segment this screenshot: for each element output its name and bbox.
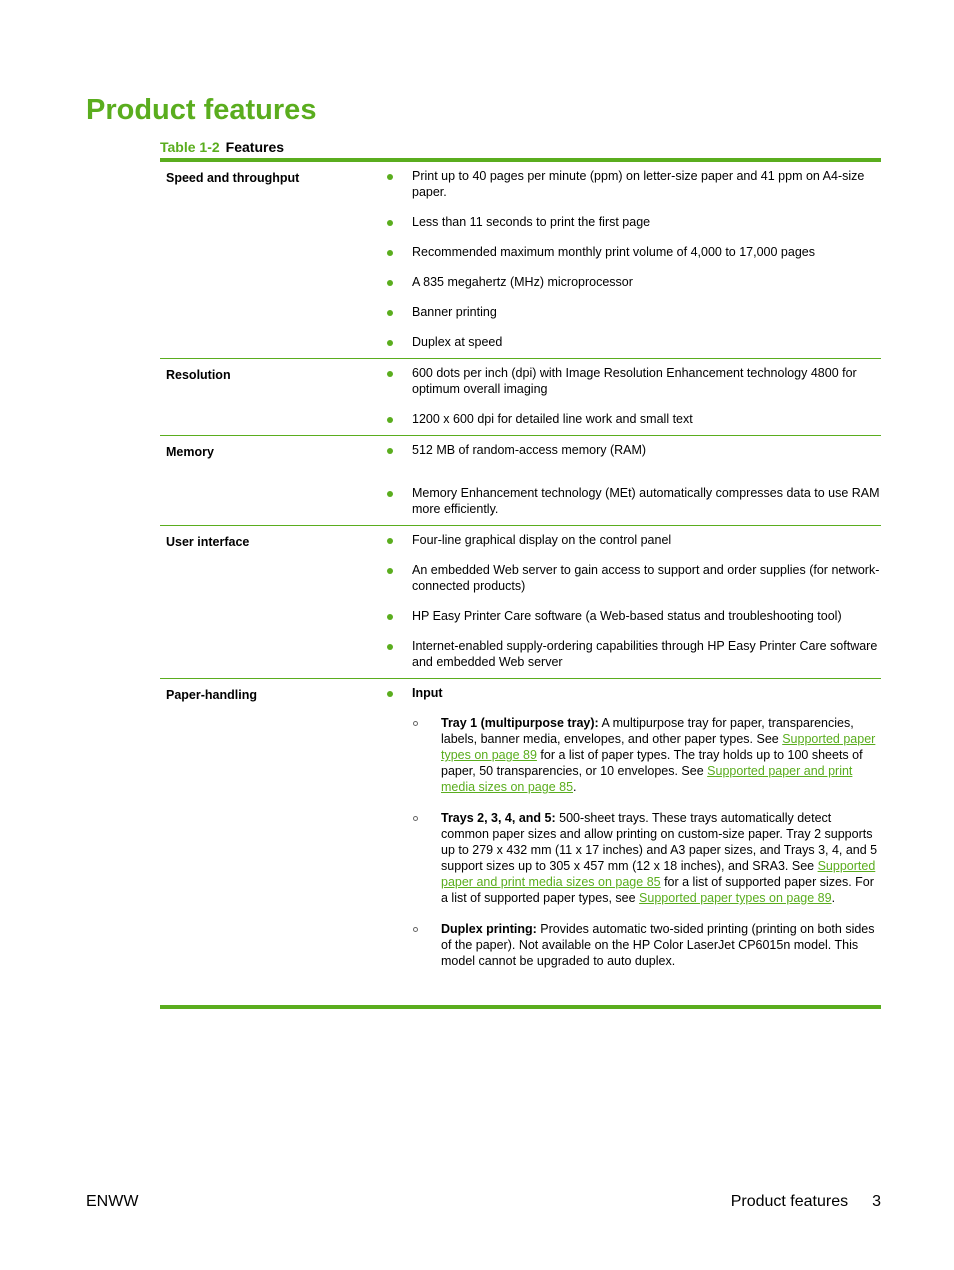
memory-list xyxy=(382,442,881,517)
table-row xyxy=(160,359,881,436)
bullet-icon xyxy=(387,371,393,377)
sublist-item-tray1: Tray 1 (multipurpose tray): A multipurpose tray for paper, transparencies, labels, banner media, envelopes, and other paper types. See Supported paper types on page 89 for a list of paper types. The tray holds up to 100 sheets of paper, 50 transparencies, or 10 envelopes. See Supported paper and print media sizes on page 85. xyxy=(412,715,881,795)
user-interface-list xyxy=(382,532,881,670)
bullet-icon xyxy=(387,691,393,697)
list-item: An embedded Web server to gain access to support and order supplies (for network-connected products) xyxy=(382,562,881,594)
list-item: 512 MB of random-access memory (RAM) xyxy=(382,442,881,458)
bullet-icon xyxy=(387,538,393,544)
resolution-list xyxy=(382,365,881,427)
sublist-item-trays-2-5: Trays 2, 3, 4, and 5: 500-sheet trays. These trays automatically detect common paper sizes and allow printing on custom-size paper. Tray 2 supports up to 279 x 432 mm (11 x 17 inches) and A3 paper sizes, and Trays 3, 4, and 5 support sizes up to 305 x 457 mm (12 x 18 inches), and SRA3. See Supported paper and print media sizes on page 85 for a list of supported paper sizes. For a list of supported paper types, see Supported paper types on page 89. xyxy=(412,810,881,906)
bullet-icon xyxy=(387,644,393,650)
bullet-icon xyxy=(387,614,393,620)
list-item: Duplex at speed xyxy=(382,334,881,350)
bullet-icon xyxy=(387,340,393,346)
list-item: 600 dots per inch (dpi) with Image Resolution Enhancement technology 4800 for optimum overall imaging xyxy=(382,365,881,397)
table-row xyxy=(160,526,881,679)
table-title: Features xyxy=(225,139,285,155)
table-caption xyxy=(160,138,284,156)
link-supported-paper-sizes[interactable]: Supported paper and print media sizes on page 85 xyxy=(441,859,876,889)
page-title: Product features xyxy=(86,94,317,126)
input-sublist xyxy=(412,715,881,969)
table-bottom-rule xyxy=(160,1005,881,1009)
list-item xyxy=(382,685,881,969)
footer-left: ENWW xyxy=(86,1193,139,1210)
list-item: Banner printing xyxy=(382,304,881,320)
list-item: Print up to 40 pages per minute (ppm) on letter-size paper and 41 ppm on A4-size paper. xyxy=(382,168,881,200)
row-label-user-interface: User interface xyxy=(160,526,382,679)
sublist-item-duplex: Duplex printing: Provides automatic two-sided printing (printing on both sides of the paper). Not available on the HP Color LaserJet CP6015n model. This model cannot be upgraded to auto duplex. xyxy=(412,921,881,969)
row-label-memory: Memory xyxy=(160,436,382,526)
table-row xyxy=(160,679,881,978)
bullet-icon xyxy=(387,280,393,286)
bullet-icon xyxy=(387,250,393,256)
bullet-icon xyxy=(387,310,393,316)
list-item: Less than 11 seconds to print the first page xyxy=(382,214,881,230)
row-label-paper-handling: Paper-handling xyxy=(160,679,382,978)
footer-section: Product features xyxy=(730,1193,849,1210)
sub-bullet-icon xyxy=(413,721,418,726)
table-row xyxy=(160,162,881,359)
sub-bullet-icon xyxy=(413,927,418,932)
sub-bullet-icon xyxy=(413,816,418,821)
table-row xyxy=(160,436,881,526)
features-table xyxy=(160,162,881,977)
link-supported-paper-types[interactable]: Supported paper types on page 89 xyxy=(639,891,832,905)
list-item: Four-line graphical display on the control panel xyxy=(382,532,881,548)
bullet-icon xyxy=(387,220,393,226)
list-item: Memory Enhancement technology (MEt) automatically compresses data to use RAM more efficiently. xyxy=(382,485,881,517)
input-heading: Input xyxy=(412,686,443,700)
link-supported-paper-sizes[interactable]: Supported paper and print media sizes on page 85 xyxy=(441,764,853,794)
list-item: Internet-enabled supply-ordering capabilities through HP Easy Printer Care software and embedded Web server xyxy=(382,638,881,670)
list-item: Recommended maximum monthly print volume of 4,000 to 17,000 pages xyxy=(382,244,881,260)
table-number: Table 1-2 xyxy=(160,139,220,155)
list-item: A 835 megahertz (MHz) microprocessor xyxy=(382,274,881,290)
page-number: 3 xyxy=(872,1193,881,1210)
bullet-icon xyxy=(387,174,393,180)
row-label-speed: Speed and throughput xyxy=(166,171,300,185)
paper-handling-list xyxy=(382,685,881,969)
list-item: 1200 x 600 dpi for detailed line work and small text xyxy=(382,411,881,427)
bullet-icon xyxy=(387,448,393,454)
link-supported-paper-types[interactable]: Supported paper types on page 89 xyxy=(441,732,876,762)
bullet-icon xyxy=(387,417,393,423)
footer-right xyxy=(731,1192,881,1212)
speed-list xyxy=(382,168,881,350)
row-label-resolution: Resolution xyxy=(160,359,382,436)
list-item: HP Easy Printer Care software (a Web-based status and troubleshooting tool) xyxy=(382,608,881,624)
bullet-icon xyxy=(387,491,393,497)
bullet-icon xyxy=(387,568,393,574)
